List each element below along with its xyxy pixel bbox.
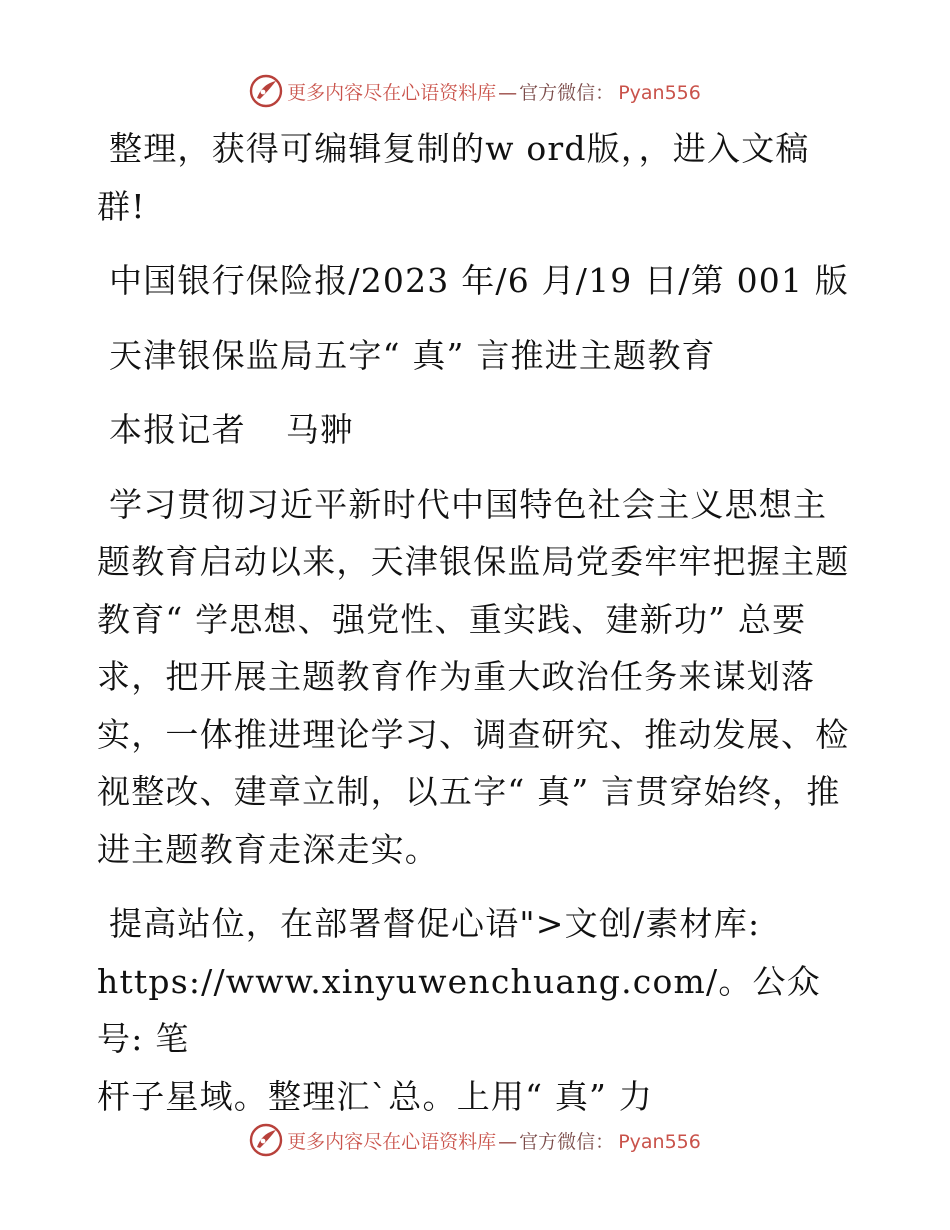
intro-text: 整理，获得可编辑复制的w ord版，，进入文稿群!: [97, 129, 810, 226]
watermark-dash: —: [498, 1130, 518, 1153]
body-paragraph-2-line-2: https://www.xinyuwenchuang.com/。公众号: 笔: [97, 961, 821, 1058]
byline-label: 本报记者: [109, 410, 246, 449]
watermark-brand: 更多内容尽在心语资料库: [287, 1130, 497, 1153]
body-paragraph-2-line-3: 杆子星域。整理汇`总。上用“ 真” 力: [97, 1076, 654, 1116]
headline: 天津银保监局五字“ 真” 言推进主题教育: [109, 335, 716, 375]
body-paragraph-1: 学习贯彻习近平新时代中国特色社会主义思想主题教育启动以来，天津银保监局党委牢牢把握主题教育“ 学思想、强党性、重实践、建新功” 总要求，把开展主题教育作为重大政治任务来谋划落实，一体推进理论学习、调查研究、推动发展、检视整改、建章立制，以五字“ 真” 言贯穿始终，推进主题教育走深走实。: [97, 484, 850, 869]
watermark-text: [287, 78, 701, 105]
body-paragraph-2-line-1: 提高站位，在部署督促心语">文创/素材库:: [109, 904, 761, 943]
watermark-dash: —: [498, 81, 518, 104]
watermark-footer: [0, 1120, 950, 1160]
watermark-text: [287, 1127, 701, 1154]
watermark-header: [0, 71, 950, 111]
watermark-id: Pyan556: [618, 81, 701, 104]
pen-logo-icon: [249, 1123, 283, 1157]
watermark-brand: 更多内容尽在心语资料库: [287, 81, 497, 104]
byline: [97, 401, 857, 459]
byline-name: 马翀: [285, 410, 355, 449]
document-body: [97, 120, 857, 1125]
source-line: 中国银行保险报/2023 年/6 月/19 日/第 001 版: [109, 261, 850, 300]
pen-logo-icon: [249, 74, 283, 108]
watermark-id: Pyan556: [618, 1130, 701, 1153]
watermark-official: 官方微信：: [519, 1130, 615, 1153]
watermark-official: 官方微信：: [519, 81, 615, 104]
